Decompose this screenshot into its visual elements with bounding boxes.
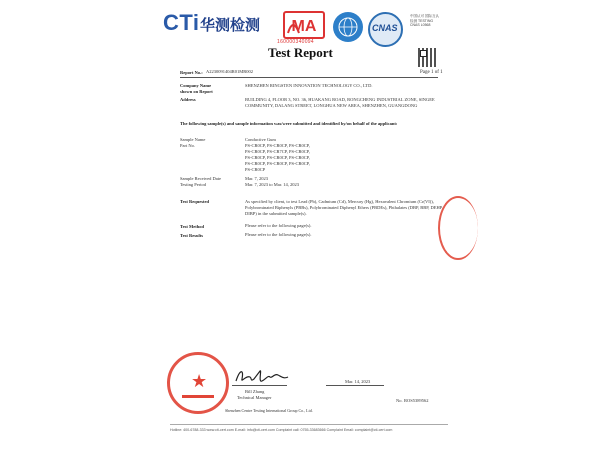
cma-logo [283, 11, 325, 39]
cti-chinese-name: 华测检测 [200, 17, 261, 34]
page-number: Page 1 of 1 [420, 70, 443, 75]
issuer-company: Shenzhen Centre Testing International Group Co., Ltd. [225, 408, 313, 413]
part-line: PS-CR0CP, PS-CR0CP, PS-CR0CP, [245, 161, 310, 166]
cti-logo: CTi [163, 10, 200, 35]
footer-contact: Hotline: 400-6788-333 www.cti-cert.com E-mail: info@cti-cert.com Complaint call: 0755-33683666 Complaint Email: complaint@cti-cert.com [170, 428, 393, 432]
report-code: ROS5389562 [404, 398, 429, 403]
ilac-mra-logo [333, 12, 363, 42]
company-name: SHENZHEN RINGSTEN INNOVATION TECHNOLOGY CO., LTD. [245, 83, 373, 88]
test-results-label: Test Results [180, 233, 203, 238]
sign-date: Mar. 14, 2023 [345, 379, 371, 384]
company-label: Company Name [180, 83, 212, 88]
report-no: A2230091404R01MR002 [206, 69, 254, 74]
company-sub-label: shown on Report [180, 89, 213, 94]
globe-icon [333, 12, 363, 42]
address-label: Address [180, 97, 196, 102]
page-title: Test Report [268, 45, 333, 60]
divider [180, 77, 438, 78]
address-value: BUILDING 4, FLOOR 3, NO. 36, HUAKANG ROAD, RONGCHENG INDUSTRIAL ZONE, SINGEE COMMUNITY, DALANG STREET, LONGHUA NEW AREA, SHENZHEN, GUANGDONG [245, 97, 435, 108]
submission-notice: The following sample(s) and sample information was/were submitted and identified by/on behalf of the applicant: [180, 121, 398, 126]
testing-period-label: Testing Period [180, 182, 207, 187]
testing-period: Mar. 7, 2023 to Mar. 14, 2023 [245, 182, 299, 187]
star-icon: ★ [191, 371, 208, 391]
signature-icon [232, 365, 292, 387]
cnas-label: CNAS [372, 23, 398, 33]
signature-line [232, 385, 287, 386]
sample-name: Conductive Gum [245, 137, 276, 142]
part-line: PS-CR0CP, PS-CR7CP, PS-CR0CP, [245, 149, 310, 154]
cma-icon [285, 13, 323, 37]
test-requested-label: Test Requested [180, 199, 209, 204]
test-method: Please refer to the following page(s). [245, 223, 312, 228]
part-no-label: Part No. [180, 143, 195, 148]
part-line: PS-CR0CP [245, 167, 266, 172]
test-requested: As specified by client, to test Lead (Pb), Cadmium (Cd), Mercury (Hg), Hexavalent Chromium (Cr(VI)), Polybrominated Biphenyls (PBBs), Polybrominated Diphenyl Ethers (PBDEs), Phthalates (DBP, BBP, DEHP, DIBP) in the submitted sample(s). [245, 199, 443, 216]
cnas-side-text: 中国认可 国际互认 检测 TESTING CNAS L0568 [410, 14, 439, 27]
test-results: Please refer to the following page(s). [245, 232, 312, 237]
sample-received-label: Sample Received Date [180, 176, 221, 181]
test-method-label: Test Method [180, 224, 204, 229]
footer-divider [170, 424, 448, 425]
date-line [326, 385, 384, 386]
svg-text:MA: MA [291, 18, 317, 35]
part-line: PS-CR0CP, PS-CR0CP, PS-CR0CP, [245, 143, 310, 148]
qr-code-icon [418, 48, 437, 67]
seal-stamp-right [438, 196, 478, 260]
signer-role: Technical Manager [237, 395, 272, 400]
sample-name-label: Sample Name [180, 137, 206, 142]
sample-received-date: Mar. 7, 2023 [245, 176, 268, 181]
cma-certificate-code: 160000340094 [277, 39, 314, 45]
report-no-label: Report No.: [180, 70, 203, 75]
report-code-label: No. [396, 398, 403, 403]
part-line: PS-CR0CP, PS-CR0CP, PS-CR0CP, [245, 155, 310, 160]
seal-bar [182, 395, 214, 398]
signer-name: Bill Zhang [245, 389, 265, 394]
